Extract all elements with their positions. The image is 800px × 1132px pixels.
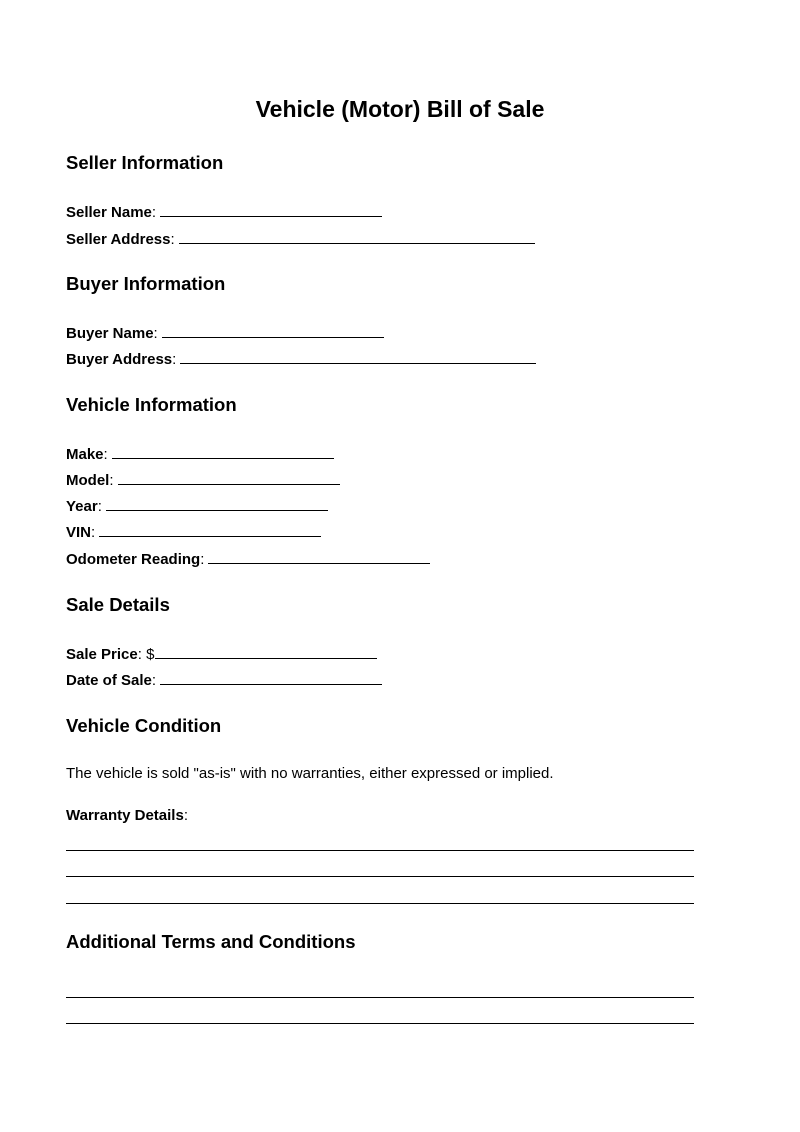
make-label: Make — [66, 446, 104, 463]
colon: : — [103, 446, 108, 463]
vehicle-section-heading: Vehicle Information — [66, 394, 237, 415]
sale-price-blank[interactable] — [155, 644, 377, 659]
colon: : — [137, 646, 142, 663]
year-field — [66, 496, 328, 516]
seller-name-blank[interactable] — [160, 202, 382, 217]
seller-address-label: Seller Address — [66, 231, 171, 248]
terms-line-2[interactable] — [66, 1023, 694, 1024]
make-blank[interactable] — [112, 444, 334, 459]
warranty-line-3[interactable] — [66, 903, 694, 904]
model-field — [66, 470, 340, 490]
model-blank[interactable] — [118, 470, 340, 485]
seller-address-field — [66, 229, 535, 249]
warranty-details-label: Warranty Details — [66, 807, 184, 824]
vin-blank[interactable] — [99, 522, 321, 537]
colon: : — [151, 672, 157, 689]
buyer-address-label: Buyer Address — [66, 351, 173, 368]
make-field — [66, 444, 334, 464]
buyer-name-field — [66, 323, 384, 343]
terms-line-1[interactable] — [66, 997, 694, 998]
odometer-field — [66, 549, 430, 569]
colon: : — [170, 231, 175, 248]
warranty-line-2[interactable] — [66, 876, 694, 877]
sale-price-label: Sale Price — [66, 646, 138, 663]
document-title: Vehicle (Motor) Bill of Sale — [255, 96, 545, 122]
warranty-line-1[interactable] — [66, 850, 694, 851]
seller-address-blank[interactable] — [179, 229, 535, 244]
colon: : — [153, 325, 158, 342]
condition-section-heading: Vehicle Condition — [66, 715, 222, 736]
buyer-name-label: Buyer Name — [66, 325, 154, 342]
buyer-address-field — [66, 349, 536, 369]
buyer-section-heading: Buyer Information — [66, 273, 226, 294]
seller-name-label: Seller Name — [66, 204, 152, 221]
seller-name-field — [66, 202, 382, 222]
buyer-address-blank[interactable] — [180, 349, 536, 364]
year-label: Year — [66, 498, 98, 515]
colon: : — [151, 204, 157, 221]
colon: : — [97, 498, 102, 515]
date-of-sale-field — [66, 670, 382, 690]
date-of-sale-blank[interactable] — [160, 670, 382, 685]
date-of-sale-label: Date of Sale — [66, 672, 152, 689]
warranty-details-field — [66, 807, 188, 825]
colon: : — [109, 472, 114, 489]
year-blank[interactable] — [106, 496, 328, 511]
model-label: Model — [66, 472, 110, 489]
sale-section-heading: Sale Details — [66, 594, 170, 615]
vin-field — [66, 522, 321, 542]
odometer-blank[interactable] — [208, 549, 430, 564]
buyer-name-blank[interactable] — [162, 323, 384, 338]
odometer-label: Odometer Reading — [66, 551, 201, 568]
terms-section-heading: Additional Terms and Conditions — [66, 931, 356, 952]
colon: : — [172, 351, 177, 368]
as-is-statement: The vehicle is sold "as-is" with no warranties, either expressed or implied. — [66, 765, 554, 782]
colon: : — [183, 807, 188, 824]
colon: : — [91, 524, 96, 541]
colon: : — [200, 551, 205, 568]
sale-price-field — [66, 644, 377, 664]
seller-section-heading: Seller Information — [66, 152, 224, 173]
vin-label: VIN — [66, 524, 92, 541]
currency-symbol: $ — [146, 646, 155, 663]
